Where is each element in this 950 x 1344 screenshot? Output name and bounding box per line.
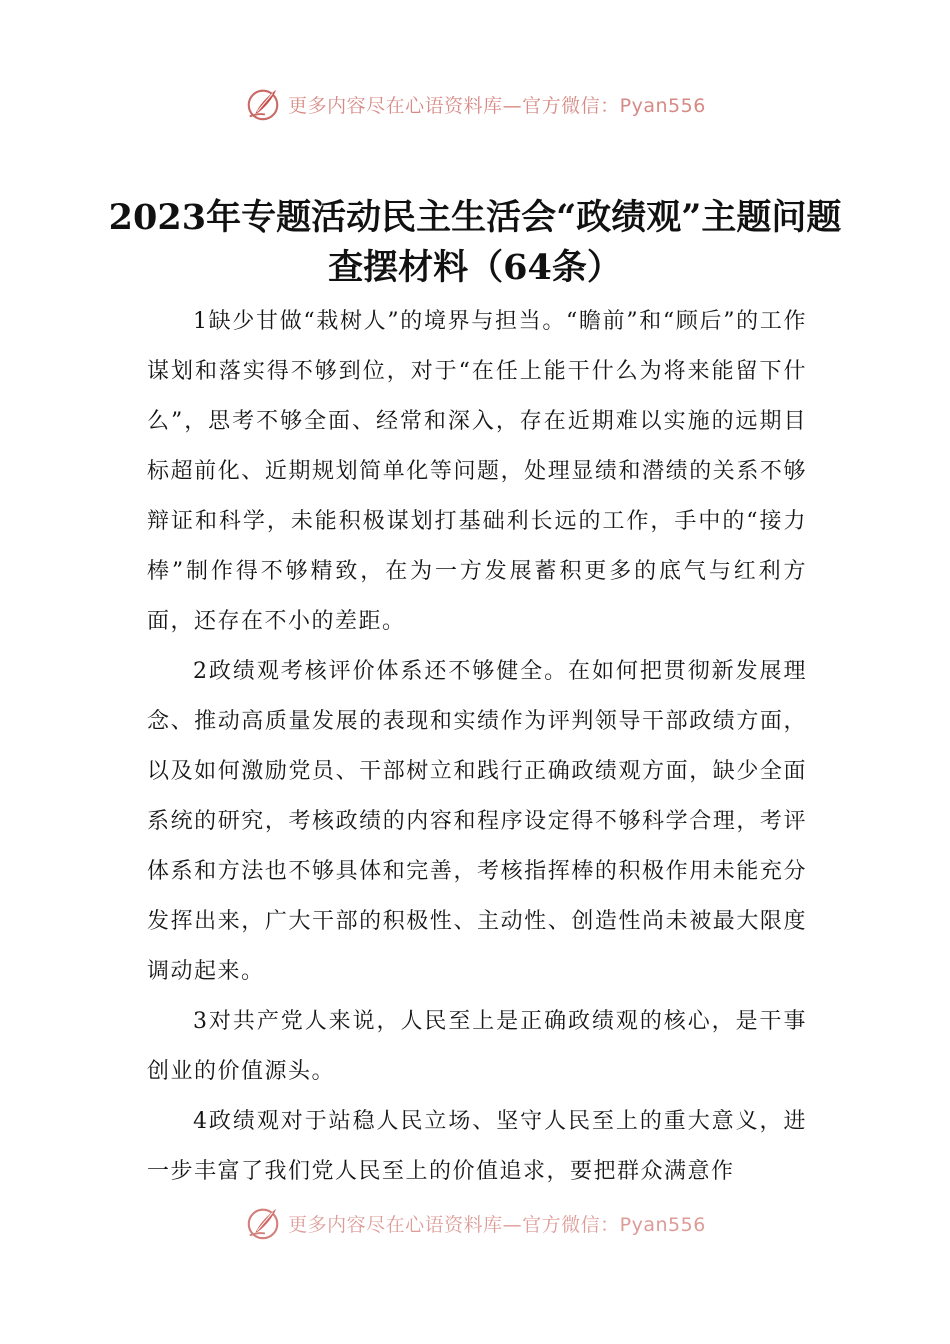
footer-banner-text: 更多内容尽在心语资料库—官方微信：Pyan556 xyxy=(288,1213,706,1236)
document-title: 2023年专题活动民主生活会“政绩观”主题问题查摆材料（64条） xyxy=(108,197,842,288)
paragraph-4: 4政绩观对于站稳人民立场、坚守人民至上的重大意义，进一步丰富了我们党人民至上的价值追求，要把群众满意作 xyxy=(147,1109,807,1184)
paragraph-3: 3对共产党人来说，人民至上是正确政绩观的核心，是干事创业的价值源头。 xyxy=(147,1009,807,1084)
document-body xyxy=(147,297,807,1197)
header-watermark xyxy=(0,84,950,124)
paragraph-2: 2政绩观考核评价体系还不够健全。在如何把贯彻新发展理念、推动高质量发展的表现和实绩作为评判领导干部政绩方面，以及如何激励党员、干部树立和践行正确政绩观方面，缺少全面系统的研究，考核政绩的内容和程序设定得不够科学合理，考评体系和方法也不够具体和完善，考核指挥棒的积极作用未能充分发挥出来，广大干部的积极性、主动性、创造性尚未被最大限度调动起来。 xyxy=(147,659,807,984)
header-banner-text: 更多内容尽在心语资料库—官方微信：Pyan556 xyxy=(288,94,706,117)
quill-logo-icon xyxy=(244,85,282,123)
paragraph-1: 1缺少甘做“栽树人”的境界与担当。“瞻前”和“顾后”的工作谋划和落实得不够到位，对于“在任上能干什么为将来能留下什么”，思考不够全面、经常和深入，存在近期难以实施的远期目标超前化、近期规划简单化等问题，处理显绩和潜绩的关系不够辩证和科学，未能积极谋划打基础利长远的工作，手中的“接力棒”制作得不够精致，在为一方发展蓄积更多的底气与红利方面，还存在不小的差距。 xyxy=(147,309,807,634)
quill-logo-icon xyxy=(244,1204,282,1242)
footer-watermark xyxy=(0,1203,950,1243)
